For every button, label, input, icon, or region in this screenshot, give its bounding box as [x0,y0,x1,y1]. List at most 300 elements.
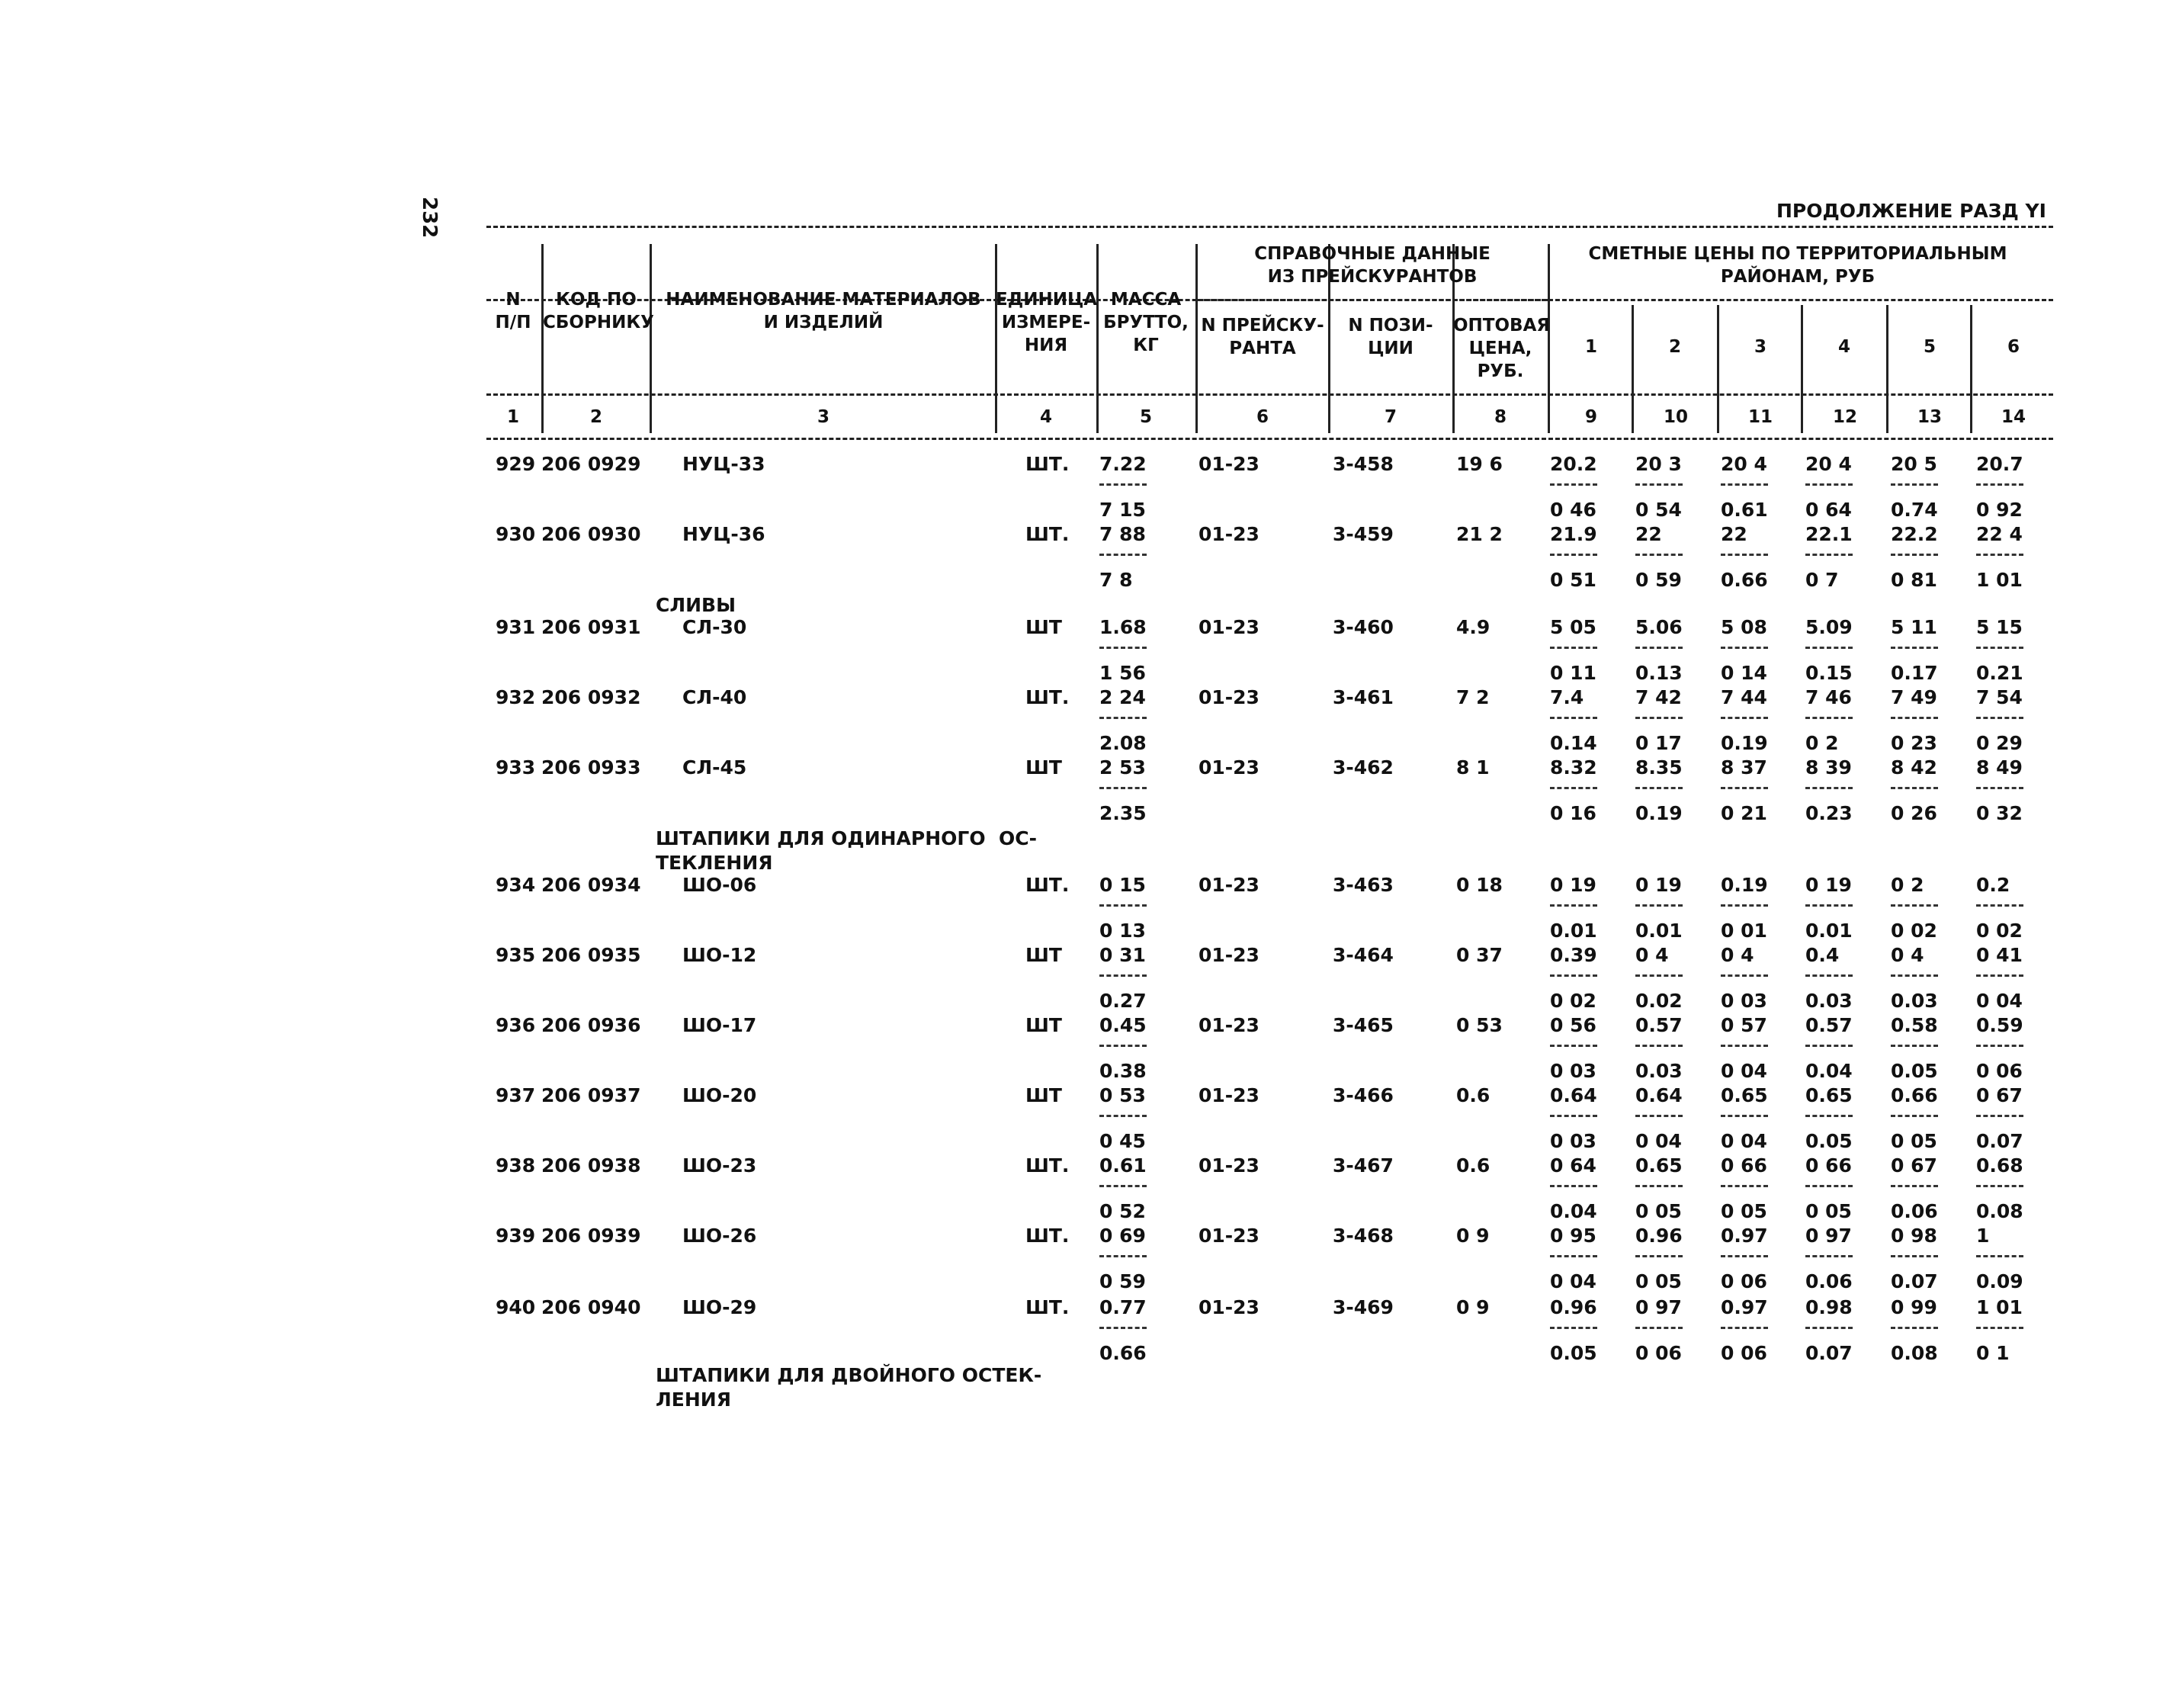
column-number-3: 3 [817,407,829,427]
row-region-delta: 0 05 [1635,1270,1682,1292]
price-fraction-line [1805,483,1853,486]
row-region-delta: 0.05 [1891,1060,1938,1082]
price-fraction-line [1805,1045,1853,1047]
price-fraction-line [1721,787,1768,789]
row-position: 3-459 [1333,523,1394,545]
row-mass: 0 15 [1099,874,1146,896]
row-region-price: 0 56 [1550,1014,1596,1036]
mass-fraction-line [1099,1185,1147,1187]
mass-fraction-line [1099,974,1147,977]
row-region-delta: 0 02 [1891,920,1937,942]
row-mass-net: 2.35 [1099,802,1147,824]
row-region-price: 0 67 [1976,1084,2023,1106]
header-region-6: 6 [2007,337,2020,357]
row-unit: ШТ. [1025,1154,1070,1177]
row-mass-net: 7 8 [1099,569,1133,591]
row-region-delta: 0.05 [1550,1342,1597,1364]
row-number: 930 [496,523,536,545]
price-fraction-line [1891,904,1938,907]
row-name: НУЦ-33 [682,453,765,475]
row-region-price: 20 3 [1635,453,1682,475]
row-name: ШО-20 [682,1084,757,1106]
row-unit: ШТ. [1025,686,1070,708]
row-region-price: 7.4 [1550,686,1584,708]
row-unit: ШТ. [1025,453,1070,475]
row-mass: 0 53 [1099,1084,1146,1106]
price-fraction-line [1891,554,1938,556]
column-number-11: 11 [1747,407,1773,427]
row-code: 206 0938 [541,1154,641,1177]
row-region-delta: 0 04 [1635,1130,1682,1152]
row-region-delta: 0.13 [1635,662,1683,684]
row-region-price: 8.32 [1550,756,1597,779]
header-region-1: 1 [1584,337,1597,357]
row-mass: 0.77 [1099,1296,1147,1318]
row-code: 206 0930 [541,523,641,545]
price-fraction-line [1721,554,1768,556]
row-position: 3-466 [1333,1084,1394,1106]
row-position: 3-464 [1333,944,1394,966]
header-group-ref: СПРАВОЧНЫЕ ДАННЫЕ ИЗ ПРЕЙСКУРАНТОВ [1254,244,1490,287]
price-fraction-line [1976,1115,2023,1117]
row-region-delta: 0 2 [1805,732,1839,754]
row-region-delta: 0 21 [1721,802,1767,824]
row-number: 938 [496,1154,536,1177]
row-region-delta: 0 05 [1721,1200,1767,1222]
row-unit: ШТ [1025,1014,1062,1036]
row-region-price: 0.57 [1635,1014,1683,1036]
price-fraction-line [1891,483,1938,486]
price-fraction-line [1550,787,1597,789]
row-name: СЛ-40 [682,686,747,708]
price-fraction-line [1721,647,1768,649]
row-unit: ШТ. [1025,1225,1070,1247]
row-position: 3-465 [1333,1014,1394,1036]
row-position: 3-468 [1333,1225,1394,1247]
row-region-price: 5 11 [1891,616,1937,638]
row-region-delta: 0.04 [1550,1200,1597,1222]
row-wholesale-price: 0 18 [1456,874,1503,896]
row-region-delta: 0.61 [1721,499,1768,521]
row-region-price: 22.1 [1805,523,1853,545]
row-region-price: 5 15 [1976,616,2023,638]
price-fraction-line [1976,647,2023,649]
row-region-delta: 0 03 [1721,990,1767,1012]
row-region-price: 7 42 [1635,686,1682,708]
row-position: 3-467 [1333,1154,1394,1177]
row-region-price: 0.65 [1635,1154,1683,1177]
row-region-delta: 0.07 [1891,1270,1938,1292]
price-fraction-line [1550,974,1597,977]
row-region-delta: 0 59 [1635,569,1682,591]
price-fraction-line [1805,1115,1853,1117]
price-fraction-line [1635,717,1683,719]
row-region-delta: 0.08 [1976,1200,2023,1222]
row-region-delta: 0.09 [1976,1270,2023,1292]
row-region-delta: 0 81 [1891,569,1937,591]
row-region-price: 22 [1721,523,1747,545]
row-mass-net: 0 52 [1099,1200,1146,1222]
row-region-delta: 0.19 [1721,732,1768,754]
row-region-price: 8.35 [1635,756,1683,779]
row-region-price: 0 97 [1635,1296,1682,1318]
section-shtapiki-double: ШТАПИКИ ДЛЯ ДВОЙНОГО ОСТЕК- ЛЕНИЯ [656,1364,1042,1411]
price-fraction-line [1805,787,1853,789]
row-region-delta: 0 06 [1721,1342,1767,1364]
row-wholesale-price: 19 6 [1456,453,1503,475]
column-number-9: 9 [1584,407,1597,427]
row-region-price: 0 2 [1891,874,1924,896]
row-region-price: 5.06 [1635,616,1683,638]
mass-fraction-line [1099,554,1147,556]
row-region-price: 8 37 [1721,756,1767,779]
row-code: 206 0933 [541,756,641,779]
row-mass: 0 31 [1099,944,1146,966]
row-region-delta: 0.14 [1550,732,1597,754]
row-region-delta: 0 05 [1805,1200,1852,1222]
header-col2: КОД ПО СБОРНИКУ [543,290,654,332]
header-region-3: 3 [1754,337,1766,357]
column-number-12: 12 [1832,407,1857,427]
mass-fraction-line [1099,1327,1147,1329]
row-code: 206 0932 [541,686,641,708]
column-number-7: 7 [1384,407,1397,427]
row-number: 940 [496,1296,536,1318]
price-fraction-line [1891,1255,1938,1257]
row-position: 3-462 [1333,756,1394,779]
row-number: 935 [496,944,536,966]
row-region-price: 20 4 [1805,453,1852,475]
row-pricelist: 01-23 [1198,1154,1259,1177]
price-fraction-line [1891,647,1938,649]
price-fraction-line [1550,554,1597,556]
price-fraction-line [1550,647,1597,649]
price-fraction-line [1721,1115,1768,1117]
row-number: 929 [496,453,536,475]
row-region-delta: 0.15 [1805,662,1853,684]
price-fraction-line [1805,904,1853,907]
header-region-4: 4 [1837,337,1850,357]
row-mass: 1.68 [1099,616,1147,638]
row-region-delta: 0 04 [1550,1270,1596,1292]
row-region-price: 0 95 [1550,1225,1596,1247]
price-fraction-line [1976,1045,2023,1047]
row-mass: 2 53 [1099,756,1146,779]
row-region-delta: 0.21 [1976,662,2023,684]
row-region-price: 7 49 [1891,686,1937,708]
row-region-price: 0.98 [1805,1296,1853,1318]
row-position: 3-460 [1333,616,1394,638]
row-region-delta: 0 54 [1635,499,1682,521]
row-unit: ШТ [1025,944,1062,966]
row-region-price: 20.2 [1550,453,1597,475]
continuation-title: ПРОДОЛЖЕНИЕ РАЗД YI [1776,200,2046,222]
row-wholesale-price: 7 2 [1456,686,1490,708]
row-code: 206 0940 [541,1296,641,1318]
row-mass-net: 0.38 [1099,1060,1147,1082]
row-region-delta: 0.01 [1805,920,1853,942]
row-code: 206 0934 [541,874,641,896]
price-fraction-line [1976,1185,2023,1187]
price-fraction-line [1550,1115,1597,1117]
section-shtapiki-single: ШТАПИКИ ДЛЯ ОДИНАРНОГО ОС- ТЕКЛЕНИЯ [656,827,1037,874]
row-region-price: 0.58 [1891,1014,1938,1036]
row-region-delta: 0 14 [1721,662,1767,684]
row-code: 206 0929 [541,453,641,475]
header-col6: N ПРЕЙСКУ- РАНТА [1201,316,1324,358]
row-number: 931 [496,616,536,638]
row-region-delta: 0.03 [1805,990,1853,1012]
price-fraction-line [1721,1185,1768,1187]
row-region-price: 0.68 [1976,1154,2023,1177]
column-number-13: 13 [1917,407,1942,427]
price-fraction-line [1550,1185,1597,1187]
row-code: 206 0939 [541,1225,641,1247]
row-wholesale-price: 0.6 [1456,1154,1490,1177]
price-fraction-line [1635,787,1683,789]
row-region-price: 0.4 [1805,944,1840,966]
row-region-price: 22 4 [1976,523,2023,545]
price-fraction-line [1976,1327,2023,1329]
price-fraction-line [1805,1327,1853,1329]
price-fraction-line [1976,904,2023,907]
row-mass-net: 2.08 [1099,732,1147,754]
price-fraction-line [1805,1185,1853,1187]
mass-fraction-line [1099,717,1147,719]
row-wholesale-price: 0 53 [1456,1014,1503,1036]
row-name: ШО-06 [682,874,757,896]
price-fraction-line [1805,717,1853,719]
row-region-delta: 0 29 [1976,732,2023,754]
column-number-8: 8 [1494,407,1507,427]
row-position: 3-458 [1333,453,1394,475]
row-region-delta: 0 02 [1976,920,2023,942]
row-name: СЛ-30 [682,616,747,638]
row-region-delta: 0.04 [1805,1060,1853,1082]
row-region-delta: 0.06 [1891,1200,1938,1222]
row-region-delta: 0 92 [1976,499,2023,521]
row-pricelist: 01-23 [1198,1014,1259,1036]
price-fraction-line [1635,554,1683,556]
row-mass-net: 0.66 [1099,1342,1147,1364]
row-mass-net: 0.27 [1099,990,1147,1012]
row-wholesale-price: 0.6 [1456,1084,1490,1106]
row-mass: 7 88 [1099,523,1146,545]
row-region-delta: 0.66 [1721,569,1768,591]
price-fraction-line [1721,974,1768,977]
row-region-price: 0 64 [1550,1154,1596,1177]
row-wholesale-price: 21 2 [1456,523,1503,545]
price-fraction-line [1635,1115,1683,1117]
row-region-delta: 0 05 [1635,1200,1682,1222]
row-region-price: 0.59 [1976,1014,2023,1036]
row-name: ШО-12 [682,944,757,966]
row-region-delta: 0.07 [1976,1130,2023,1152]
row-code: 206 0937 [541,1084,641,1106]
row-region-price: 22.2 [1891,523,1938,545]
row-name: ШО-29 [682,1296,757,1318]
price-fraction-line [1891,787,1938,789]
row-region-price: 0 41 [1976,944,2023,966]
price-fraction-line [1805,1255,1853,1257]
row-mass: 7.22 [1099,453,1147,475]
row-region-delta: 0 04 [1721,1060,1767,1082]
header-col5: МАССА БРУТТО, КГ [1103,290,1189,355]
mass-fraction-line [1099,647,1147,649]
row-mass: 0.61 [1099,1154,1147,1177]
row-unit: ШТ. [1025,1296,1070,1318]
price-fraction-line [1550,904,1597,907]
row-number: 934 [496,874,536,896]
row-region-delta: 0.02 [1635,990,1683,1012]
price-fraction-line [1721,904,1768,907]
price-fraction-line [1976,483,2023,486]
row-region-price: 22 [1635,523,1662,545]
row-name: ШО-23 [682,1154,757,1177]
row-region-price: 20 5 [1891,453,1937,475]
price-fraction-line [1805,647,1853,649]
column-number-2: 2 [589,407,602,427]
price-fraction-line [1635,1185,1683,1187]
row-region-price: 0.64 [1635,1084,1683,1106]
row-region-price: 0 4 [1721,944,1754,966]
row-mass-net: 0 45 [1099,1130,1146,1152]
row-name: ШО-17 [682,1014,757,1036]
row-pricelist: 01-23 [1198,1225,1259,1247]
row-region-delta: 0.01 [1635,920,1683,942]
row-region-delta: 0 04 [1721,1130,1767,1152]
row-region-delta: 1 01 [1976,569,2023,591]
price-fraction-line [1635,1327,1683,1329]
row-unit: ШТ. [1025,523,1070,545]
row-position: 3-461 [1333,686,1394,708]
price-fraction-line [1550,717,1597,719]
mass-fraction-line [1099,1115,1147,1117]
mass-fraction-line [1099,1255,1147,1257]
row-region-price: 8 42 [1891,756,1937,779]
row-pricelist: 01-23 [1198,523,1259,545]
row-wholesale-price: 4.9 [1456,616,1490,638]
row-region-delta: 0 03 [1550,1060,1596,1082]
price-fraction-line [1635,974,1683,977]
row-region-delta: 0.74 [1891,499,1938,521]
row-region-price: 0.66 [1891,1084,1938,1106]
row-region-price: 7 44 [1721,686,1767,708]
mass-fraction-line [1099,483,1147,486]
row-mass: 0 69 [1099,1225,1146,1247]
header-rule-3 [486,438,2053,440]
row-pricelist: 01-23 [1198,944,1259,966]
mass-fraction-line [1099,904,1147,907]
price-fraction-line [1891,1185,1938,1187]
price-fraction-line [1976,974,2023,977]
price-fraction-line [1550,1327,1597,1329]
header-rule-0 [486,226,2053,228]
row-region-delta: 0 11 [1550,662,1596,684]
row-region-delta: 0 23 [1891,732,1937,754]
row-region-price: 0.57 [1805,1014,1853,1036]
price-fraction-line [1635,1255,1683,1257]
price-fraction-line [1891,974,1938,977]
price-fraction-line [1635,904,1683,907]
row-unit: ШТ [1025,1084,1062,1106]
row-region-delta: 0 7 [1805,569,1839,591]
row-region-delta: 0.03 [1891,990,1938,1012]
price-fraction-line [1976,787,2023,789]
row-region-delta: 0 06 [1976,1060,2023,1082]
header-region-5: 5 [1923,337,1936,357]
row-region-price: 0 19 [1635,874,1682,896]
row-pricelist: 01-23 [1198,686,1259,708]
row-region-delta: 0 51 [1550,569,1596,591]
price-fraction-line [1635,483,1683,486]
row-region-delta: 0.07 [1805,1342,1853,1364]
row-region-delta: 0 03 [1550,1130,1596,1152]
price-fraction-line [1550,1255,1597,1257]
row-region-delta: 0.17 [1891,662,1938,684]
row-number: 933 [496,756,536,779]
row-unit: ШТ [1025,756,1062,779]
header-separator-0 [541,244,544,427]
row-wholesale-price: 8 1 [1456,756,1490,779]
header-region-2: 2 [1668,337,1681,357]
row-mass: 0.45 [1099,1014,1147,1036]
row-region-price: 0 99 [1891,1296,1937,1318]
price-fraction-line [1721,1327,1768,1329]
price-fraction-line [1721,1255,1768,1257]
row-region-price: 0.65 [1805,1084,1853,1106]
row-unit: ШТ. [1025,874,1070,896]
header-rule-2 [486,393,2053,396]
price-fraction-line [1635,1045,1683,1047]
column-number-5: 5 [1139,407,1152,427]
row-region-price: 0.97 [1721,1296,1768,1318]
row-region-delta: 0 06 [1635,1342,1682,1364]
row-wholesale-price: 0 37 [1456,944,1503,966]
row-code: 206 0931 [541,616,641,638]
row-region-price: 0 4 [1635,944,1669,966]
row-region-price: 0.19 [1721,874,1768,896]
header-col7: N ПОЗИ- ЦИИ [1348,316,1433,358]
price-fraction-line [1721,1045,1768,1047]
row-pricelist: 01-23 [1198,756,1259,779]
column-number-4: 4 [1039,407,1052,427]
price-fraction-line [1976,1255,2023,1257]
row-region-price: 0 66 [1805,1154,1852,1177]
row-pricelist: 01-23 [1198,453,1259,475]
row-code: 206 0936 [541,1014,641,1036]
row-region-price: 20 4 [1721,453,1767,475]
row-region-price: 0 97 [1805,1225,1852,1247]
row-name: ШО-26 [682,1225,757,1247]
price-fraction-line [1891,717,1938,719]
row-region-delta: 0 16 [1550,802,1596,824]
row-region-price: 0 19 [1805,874,1852,896]
row-region-price: 1 01 [1976,1296,2023,1318]
row-region-price: 8 39 [1805,756,1852,779]
row-pricelist: 01-23 [1198,1296,1259,1318]
mass-fraction-line [1099,1045,1147,1047]
row-number: 936 [496,1014,536,1036]
column-number-6: 6 [1256,407,1269,427]
row-region-delta: 0.19 [1635,802,1683,824]
row-region-price: 20.7 [1976,453,2023,475]
row-unit: ШТ [1025,616,1062,638]
row-region-price: 8 49 [1976,756,2023,779]
row-region-delta: 0 1 [1976,1342,2010,1364]
price-fraction-line [1721,717,1768,719]
row-region-delta: 0 02 [1550,990,1596,1012]
